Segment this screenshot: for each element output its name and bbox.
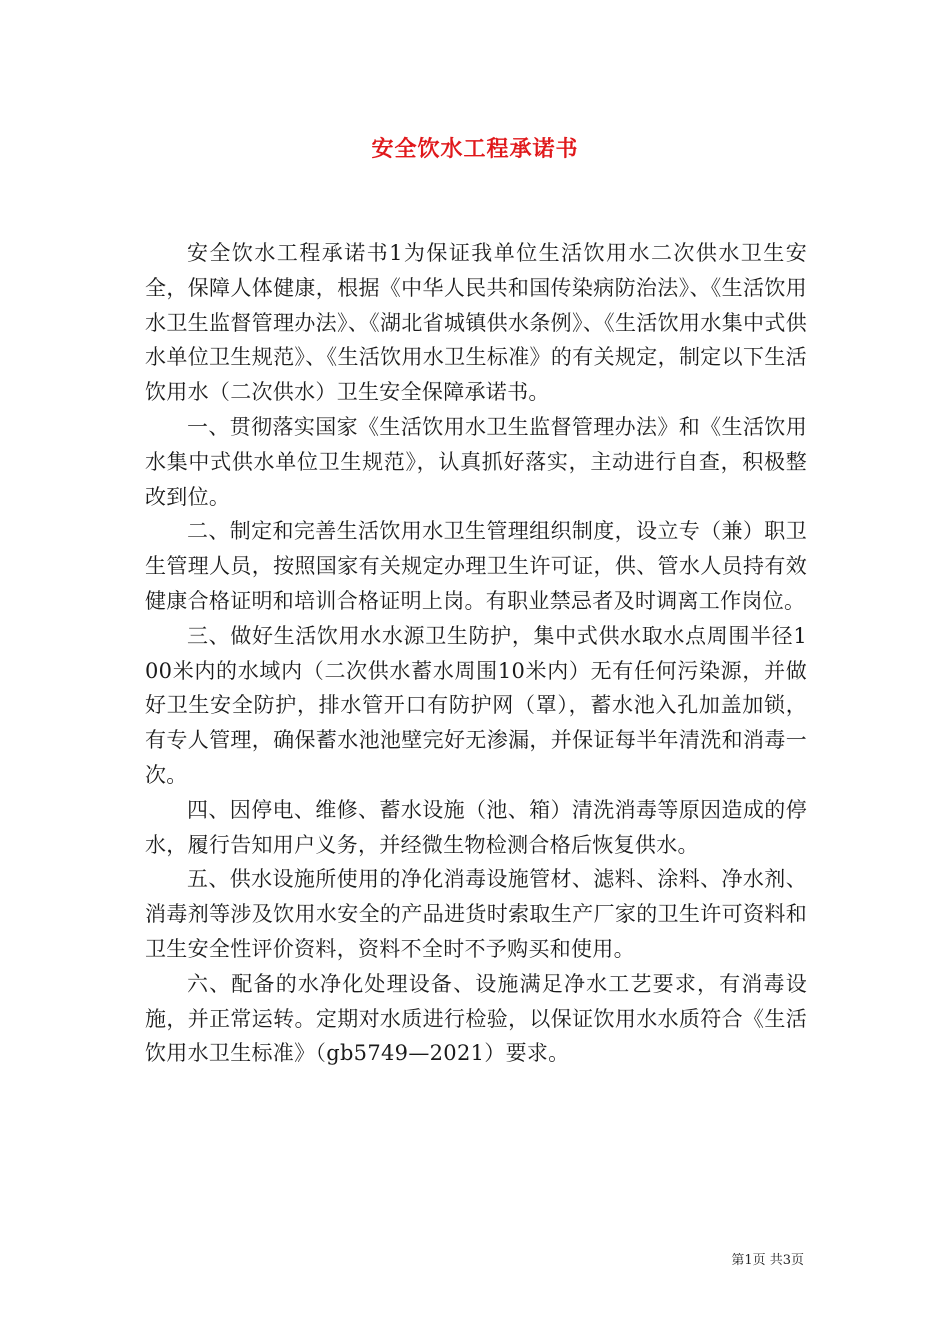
- paragraph-item-6: 六、配备的水净化处理设备、设施满足净水工艺要求，有消毒设施，并正常运转。定期对水质进行检验，以保证饮用水水质符合《生活饮用水卫生标准》（gb5749—2021）要求。: [145, 971, 807, 1066]
- paragraph-item-5: 五、供水设施所使用的净化消毒设施管材、滤料、涂料、净水剂、消毒剂等涉及饮用水安全的产品进货时索取生产厂家的卫生许可资料和卫生安全性评价资料，资料不全时不予购买和使用。: [145, 867, 807, 961]
- document-body: [145, 236, 807, 1071]
- page-number-footer: 第1页 共3页: [731, 1253, 804, 1268]
- paragraph-item-3: 三、做好生活饮用水水源卫生防护，集中式供水取水点周围半径100米内的水域内（二次供水蓄水周围10米内）无有任何污染源，并做好卫生安全防护，排水管开口有防护网（罩），蓄水池入孔加盖加锁，有专人管理，确保蓄水池池壁完好无渗漏，并保证每半年清洗和消毒一次。: [145, 623, 807, 787]
- document-title: 安全饮水工程承诺书: [371, 137, 579, 162]
- paragraph-item-4: 四、因停电、维修、蓄水设施（池、箱）清洗消毒等原因造成的停水，履行告知用户义务，并经微生物检测合格后恢复供水。: [145, 797, 807, 857]
- paragraph-intro: 安全饮水工程承诺书1为保证我单位生活饮用水二次供水卫生安全，保障人体健康，根据《中华人民共和国传染病防治法》、《生活饮用水卫生监督管理办法》、《湖北省城镇供水条例》、《生活饮用水集中式供水单位卫生规范》、《生活饮用水卫生标准》的有关规定，制定以下生活饮用水（二次供水）卫生安全保障承诺书。: [145, 241, 807, 405]
- paragraph-item-1: 一、贯彻落实国家《生活饮用水卫生监督管理办法》和《生活饮用水集中式供水单位卫生规范》，认真抓好落实，主动进行自查，积极整改到位。: [145, 414, 807, 509]
- paragraph-item-2: 二、制定和完善生活饮用水卫生管理组织制度，设立专（兼）职卫生管理人员，按照国家有关规定办理卫生许可证，供、管水人员持有效健康合格证明和培训合格证明上岗。有职业禁忌者及时调离工作岗位。: [145, 519, 807, 613]
